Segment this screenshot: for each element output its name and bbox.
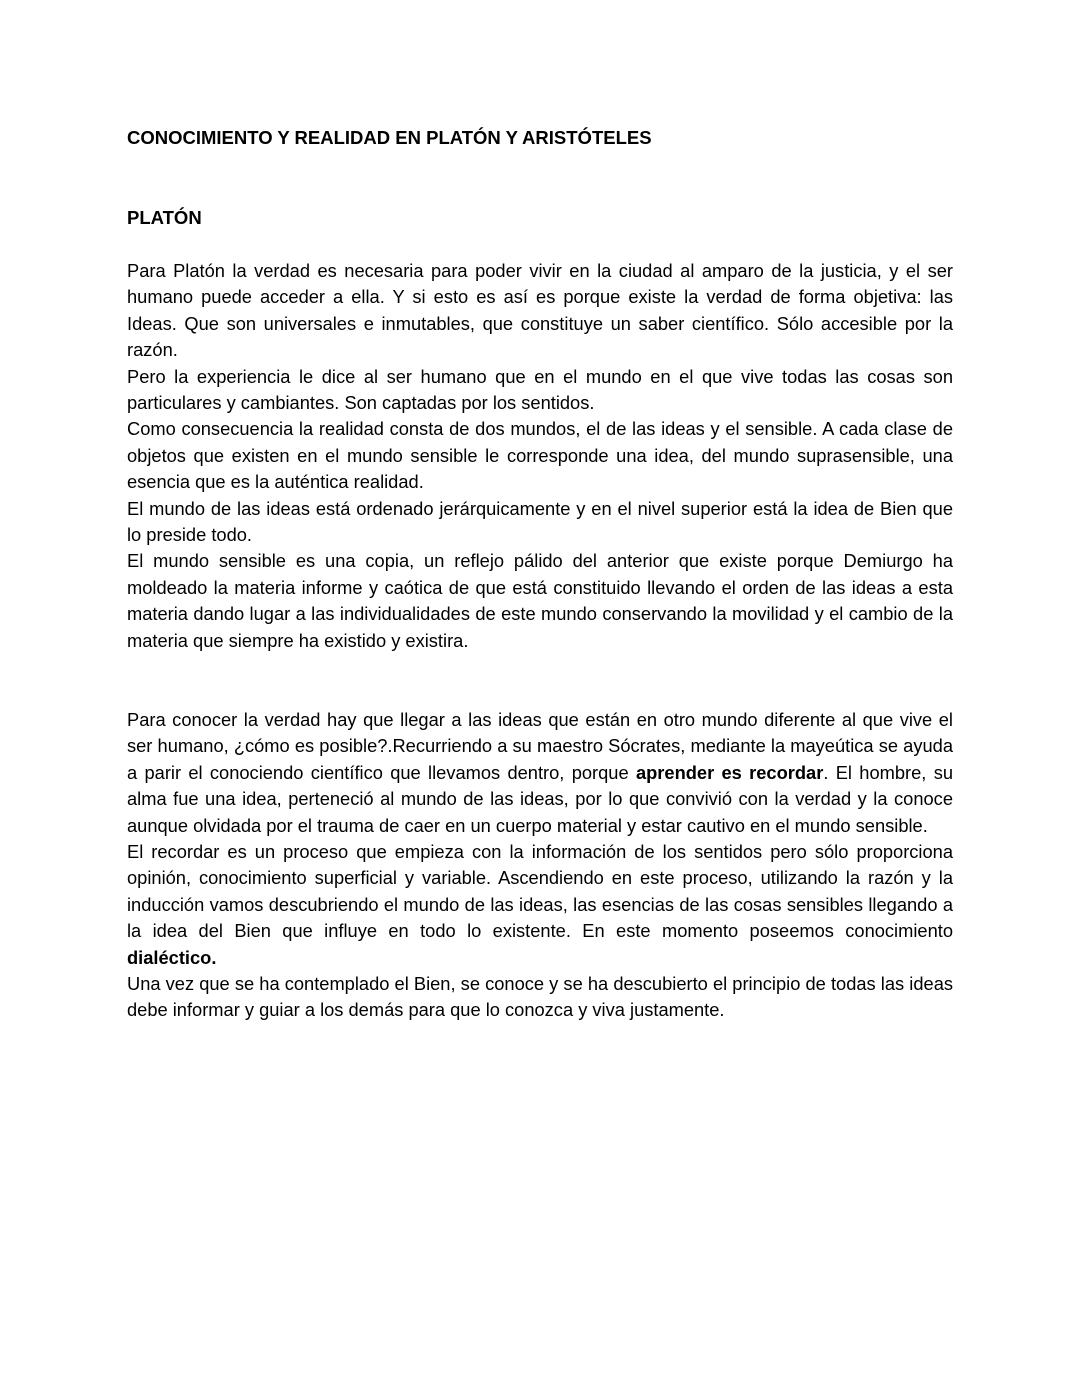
paragraph — [127, 839, 953, 971]
paragraph: Una vez que se ha contemplado el Bien, se conoce y se ha descubierto el principio de todas las ideas debe informar y guiar a los demás para que lo conozca y viva justamente. — [127, 973, 953, 1021]
text: Para conocer la verdad hay que llegar a las ideas que están en otro mundo diferente al que vive el ser humano, ¿cómo es posible?.Recurriendo a su maestro Sócrates, mediante la mayeútica se ayuda a parir el conociendo científico que llevamos dentro, porque — [127, 709, 953, 783]
paragraph: El mundo de las ideas está ordenado jerárquicamente y en el nivel superior está la idea de Bien que lo preside todo. — [127, 497, 953, 546]
document-title: CONOCIMIENTO Y REALIDAD EN PLATÓN Y ARISTÓTELES — [127, 127, 652, 148]
bold-text: dialéctico. — [127, 946, 217, 968]
paragraph: El mundo sensible es una copia, un reflejo pálido del anterior que existe porque Demiurgo ha moldeado la materia informe y caótica de que está constituido llevando el orden de las ideas a esta materia dando lugar a las individualidades de este mundo conservando la movilidad y el cambio de la materia que siempre ha existido y existira. — [127, 550, 953, 651]
text: . El hombre, su alma fue una idea, perteneció al mundo de las ideas, por lo que convivió con la verdad y la conoce aunque olvidada por el trauma de caer en un cuerpo material y estar cautivo en el mundo sensible. — [127, 761, 954, 836]
text-block-1 — [127, 258, 953, 654]
bold-text: aprender es recordar — [635, 761, 824, 783]
paragraph: Para Platón la verdad es necesaria para poder vivir en la ciudad al amparo de la justicia, y el ser humano puede acceder a ella. Y si esto es así es porque existe la verdad de forma objetiva: las Ideas. Que son universales e inmutables, que constituye un saber científico. Sólo accesible por la razón. — [127, 260, 953, 361]
section-heading: PLATÓN — [127, 207, 202, 228]
paragraph — [127, 707, 953, 839]
paragraph: Pero la experiencia le dice al ser humano que en el mundo en el que vive todas las cosas son particulares y cambiantes. Son captadas por los sentidos. — [127, 365, 953, 414]
text-block-2 — [127, 707, 953, 1024]
text: El recordar es un proceso que empieza con la información de los sentidos pero sólo proporciona opinión, conocimiento superficial y variable. Ascendiendo en este proceso, utilizando la razón y la inducción vamos descubriendo el mundo de las ideas, las esencias de las cosas sensibles llegando a la idea del Bien que influye en todo lo existente. En este momento poseemos conocimiento — [127, 841, 953, 942]
paragraph: Como consecuencia la realidad consta de dos mundos, el de las ideas y el sensible. A cada clase de objetos que existen en el mundo sensible le corresponde una idea, del mundo suprasensible, una esencia que es la auténtica realidad. — [127, 418, 953, 493]
